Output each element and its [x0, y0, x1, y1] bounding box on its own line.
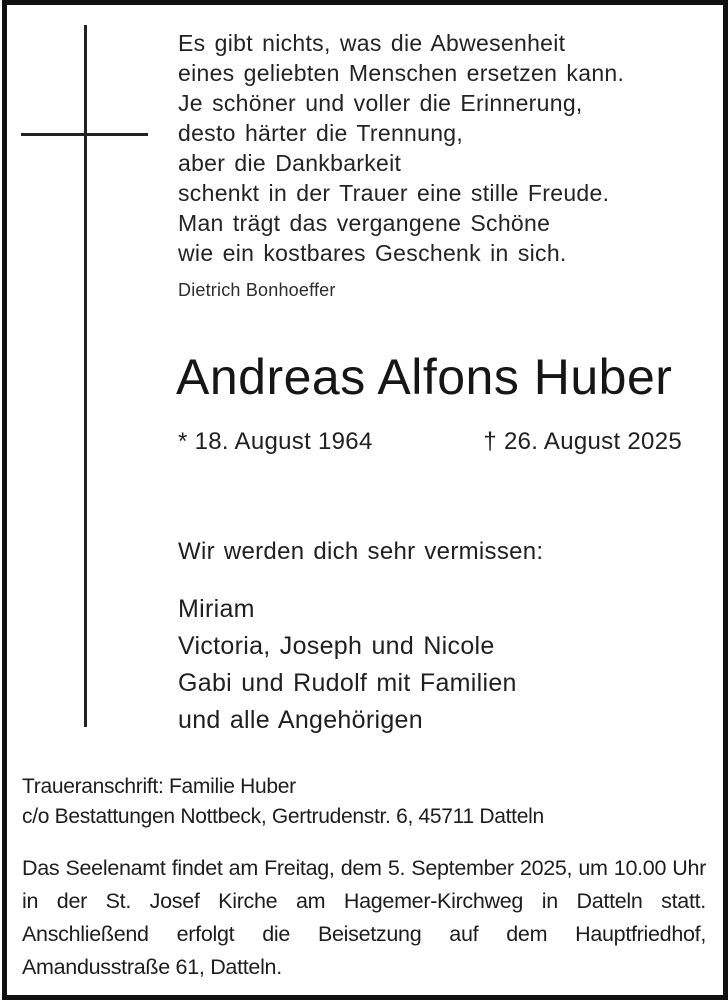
- cross-vertical-bar: [84, 25, 87, 727]
- quote-line: wie ein kostbares Geschenk in sich.: [178, 240, 567, 266]
- mourner-line: Miriam: [178, 595, 255, 623]
- memorial-quote: [178, 28, 624, 268]
- mourner-line: Gabi und Rudolf mit Familien: [178, 669, 517, 697]
- quote-line: aber die Dankbarkeit: [178, 150, 402, 176]
- farewell-line: Wir werden dich sehr vermissen:: [178, 538, 544, 565]
- quote-line: Je schöner und voller die Erinnerung,: [178, 90, 583, 116]
- address-line: c/o Bestattungen Nottbeck, Gertrudenstr. 6, 45711 Datteln: [22, 805, 544, 828]
- quote-line: eines geliebten Menschen ersetzen kann.: [178, 60, 625, 86]
- death-date: † 26. August 2025: [483, 428, 682, 455]
- deceased-name: Andreas Alfons Huber: [176, 349, 673, 405]
- quote-line: schenkt in der Trauer eine stille Freude.: [178, 180, 610, 206]
- mourner-line: Victoria, Joseph und Nicole: [178, 632, 495, 660]
- cross-horizontal-bar: [21, 133, 148, 136]
- mourning-address: [22, 772, 544, 832]
- quote-line: desto härter die Trennung,: [178, 120, 464, 146]
- address-line: Traueranschrift: Familie Huber: [22, 775, 296, 798]
- mourner-line: und alle Angehörigen: [178, 706, 423, 734]
- birth-date: * 18. August 1964: [178, 428, 373, 455]
- quote-attribution: Dietrich Bonhoeffer: [178, 280, 336, 300]
- mourners-list: [178, 591, 517, 739]
- life-dates: [178, 428, 682, 456]
- service-announcement: Das Seelenamt findet am Freitag, dem 5. September 2025, um 10.00 Uhr in der St. Josef Kirche am Hagemer-Kirchweg in Datteln statt. Anschließend erfolgt die Beisetzung auf dem Hauptfriedhof, Amandusstraße 61, Datteln.: [22, 856, 706, 979]
- quote-line: Man trägt das vergangene Schöne: [178, 210, 551, 236]
- quote-line: Es gibt nichts, was die Abwesenheit: [178, 30, 566, 56]
